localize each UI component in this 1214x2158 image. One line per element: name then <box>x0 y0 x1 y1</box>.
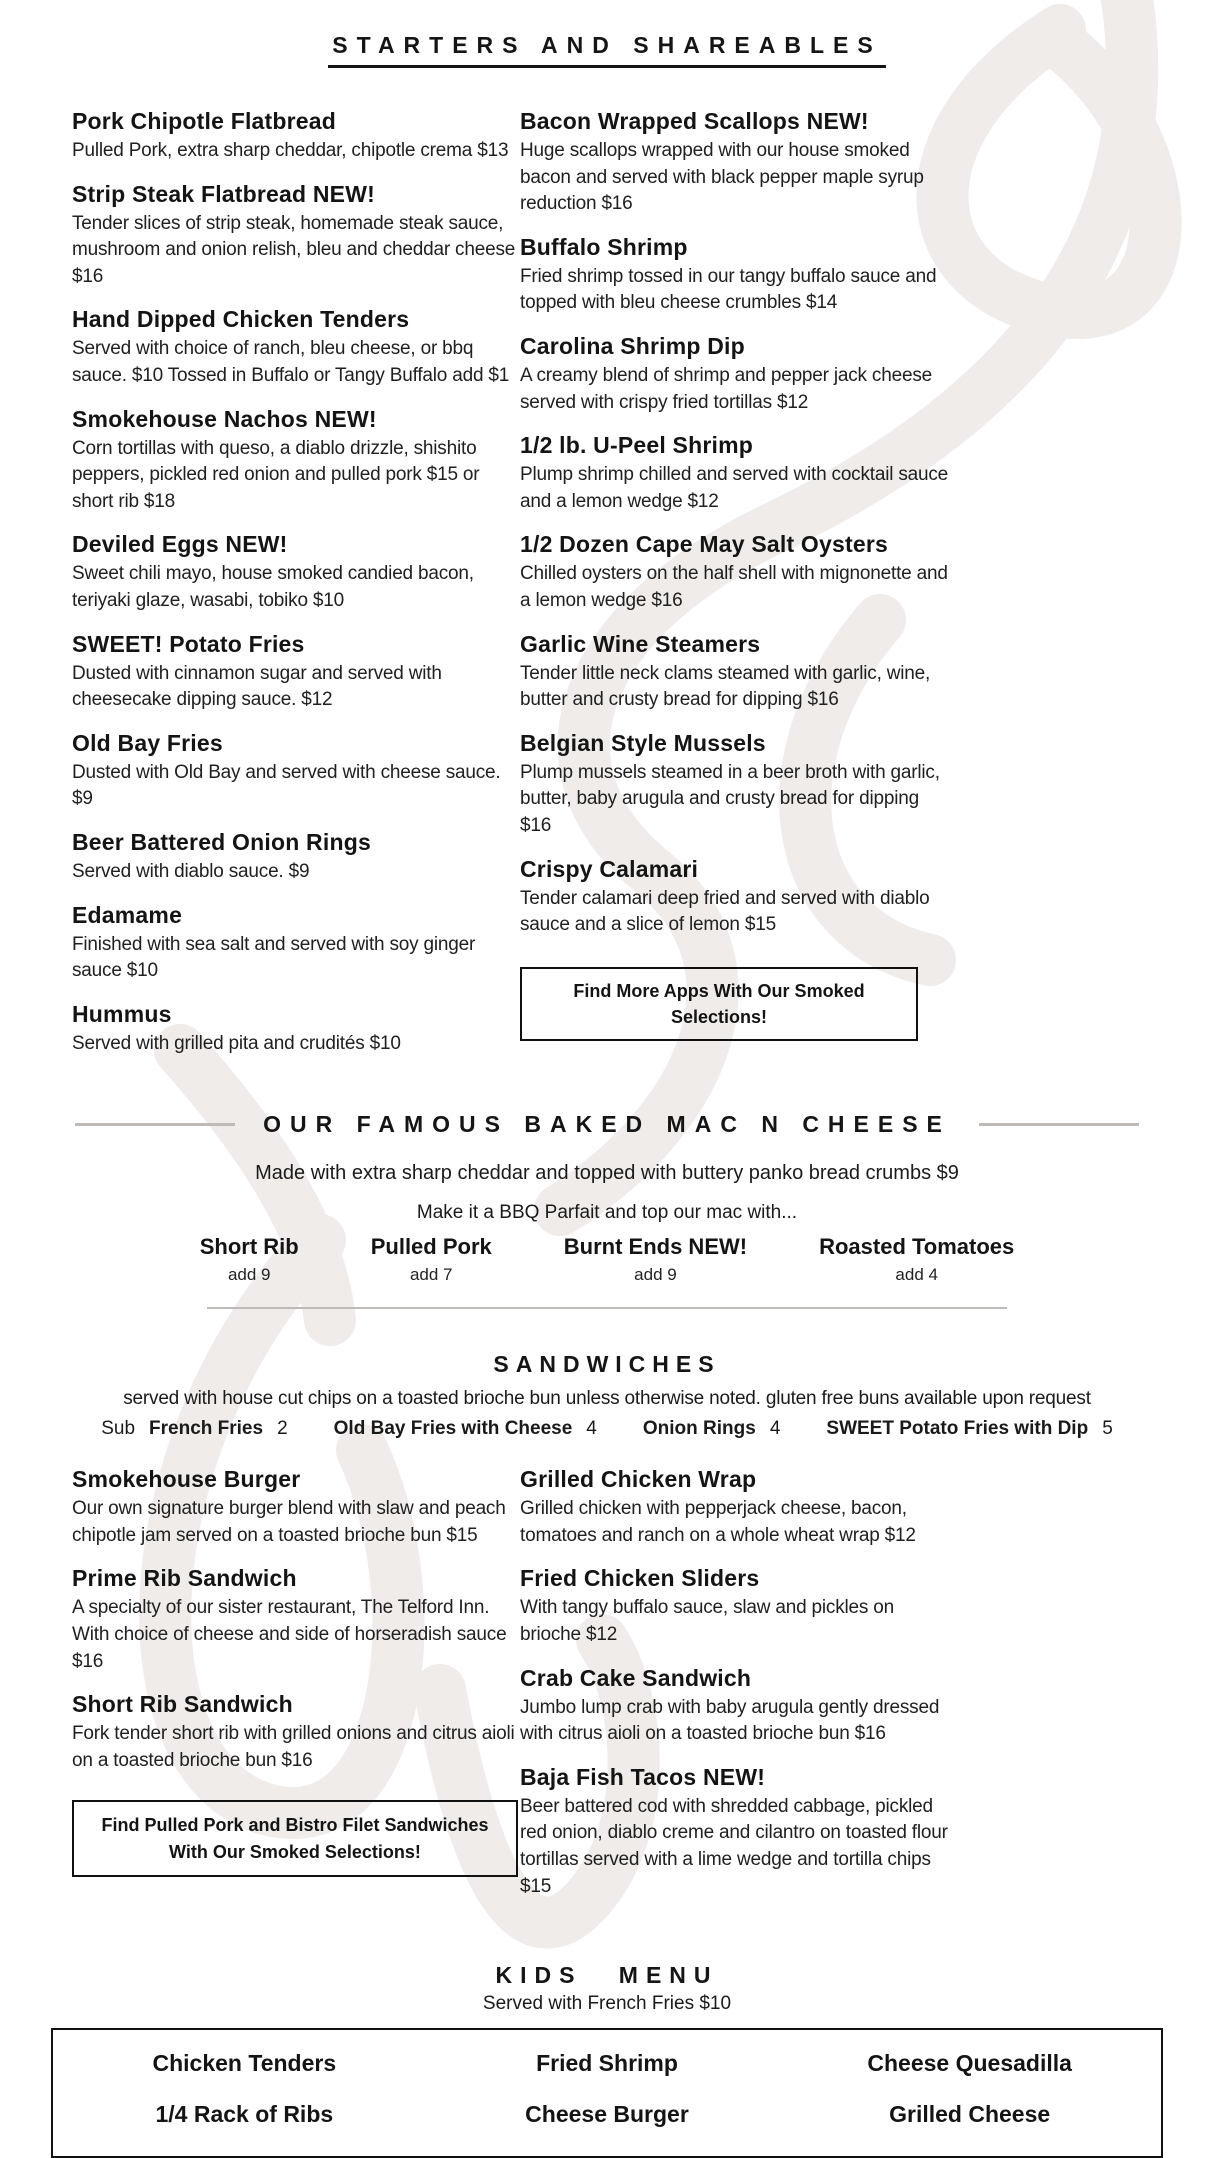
menu-item-name: Grilled Chicken Wrap <box>520 1466 757 1493</box>
menu-item <box>72 1466 520 1549</box>
menu-item-description: Served with diablo sauce. $9 <box>72 860 310 882</box>
mac-topping-price: add 7 <box>409 1265 453 1285</box>
kids-item: 1/4 Rack of Ribs <box>155 2101 334 2128</box>
menu-item <box>72 829 520 886</box>
menu-item-name: 1/2 Dozen Cape May Salt Oysters <box>520 531 888 558</box>
menu-item <box>520 1466 952 1549</box>
starters-columns <box>0 108 1214 1073</box>
menu-item-name: SWEET! Potato Fries <box>72 630 305 657</box>
sub-price: 5 <box>1102 1418 1113 1440</box>
menu-item-description: Chilled oysters on the half shell with mignonette and a lemon wedge $16 <box>520 563 948 611</box>
mac-topping-name: Short Rib <box>199 1234 299 1260</box>
mac-topping-name: Roasted Tomatoes <box>819 1234 1015 1260</box>
menu-item-name: Strip Steak Flatbread NEW! <box>72 180 375 207</box>
menu-item-description: Plump shrimp chilled and served with cocktail sauce and a lemon wedge $12 <box>520 464 949 512</box>
menu-item-name: Crispy Calamari <box>520 855 699 882</box>
mac-topping <box>564 1234 747 1285</box>
menu-item <box>520 856 952 939</box>
kids-item: Grilled Cheese <box>889 2101 1051 2128</box>
menu-item-description: Plump mussels steamed in a beer broth with garlic, butter, baby arugula and crusty bread for dipping $16 <box>520 761 940 836</box>
kids-subtitle: Served with French Fries $10 <box>482 1993 732 2015</box>
sandwiches-note: served with house cut chips on a toasted brioche bun unless otherwise noted. gluten free buns available upon request <box>123 1388 1091 1410</box>
menu-item-description: Fried shrimp tossed in our tangy buffalo sauce and topped with bleu cheese crumbles $14 <box>520 265 937 314</box>
menu-item-description: Tender slices of strip steak, homemade steak sauce, mushroom and onion relish, bleu and cheddar cheese $16 <box>72 212 516 287</box>
menu-item-name: Prime Rib Sandwich <box>72 1565 297 1592</box>
menu-item-description: Finished with sea salt and served with soy ginger sauce $10 <box>72 933 476 982</box>
menu-item-description: Huge scallops wrapped with our house smoked bacon and served with black pepper maple syrup reduction $16 <box>520 140 924 215</box>
menu-item-description: Dusted with Old Bay and served with cheese sauce. $9 <box>72 761 501 810</box>
menu-item <box>520 730 952 840</box>
kids-item: Fried Shrimp <box>536 2050 678 2077</box>
menu-item <box>520 432 952 515</box>
menu-item-name: 1/2 lb. U-Peel Shrimp <box>520 432 753 459</box>
mac-parfait-line: Make it a BBQ Parfait and top our mac with... <box>416 1202 798 1224</box>
subs-prefix: Sub <box>101 1418 136 1440</box>
mac-topping-price: add 9 <box>634 1265 677 1285</box>
menu-item-description: A specialty of our sister restaurant, The Telford Inn. With choice of cheese and side of horseradish sauce $16 <box>72 1597 507 1672</box>
menu-item <box>520 234 952 317</box>
menu-item <box>72 531 520 614</box>
menu-item-name: Smokehouse Nachos NEW! <box>72 405 377 432</box>
menu-item-name: Smokehouse Burger <box>72 1466 301 1493</box>
header-rule-right <box>979 1123 1139 1126</box>
kids-section-title: KIDS MENU <box>495 1962 719 1989</box>
menu-item <box>72 730 520 813</box>
menu-item <box>520 333 952 416</box>
menu-item-name: Short Rib Sandwich <box>72 1691 293 1718</box>
sandwiches-left-column <box>72 1466 520 1916</box>
menu-item-name: Old Bay Fries <box>72 729 223 756</box>
menu-item-name: Hummus <box>72 1000 172 1027</box>
menu-item-description: Corn tortillas with queso, a diablo drizzle, shishito peppers, pickled red onion and pulled pork $15 or short rib $18 <box>72 437 480 512</box>
menu-item-name: Hand Dipped Chicken Tenders <box>72 306 410 333</box>
menu-item-name: Carolina Shrimp Dip <box>520 332 745 359</box>
kids-item: Chicken Tenders <box>152 2050 337 2077</box>
menu-item-description: Sweet chili mayo, house smoked candied bacon, teriyaki glaze, wasabi, tobiko $10 <box>72 563 474 611</box>
kids-menu-box <box>51 2028 1163 2158</box>
sandwiches-right-column <box>520 1466 952 1916</box>
menu-item-description: Grilled chicken with pepperjack cheese, bacon, tomatoes and ranch on a whole wheat wrap $12 <box>520 1498 916 1546</box>
callout-line: Find Pulled Pork and Bistro Filet Sandwiches <box>101 1815 489 1836</box>
menu-item <box>520 1565 952 1648</box>
menu-item <box>72 1565 520 1675</box>
sub-name: Onion Rings <box>642 1418 756 1440</box>
menu-item-description: Dusted with cinnamon sugar and served with cheesecake dipping sauce. $12 <box>72 662 442 711</box>
starters-title-text: STARTERS AND SHAREABLES <box>328 32 885 68</box>
mac-section-title: OUR FAMOUS BAKED MAC N CHEESE <box>263 1111 951 1138</box>
menu-item-name: Fried Chicken Sliders <box>520 1565 760 1592</box>
sandwiches-section-title: SANDWICHES <box>493 1351 721 1378</box>
mac-section-header <box>70 1111 1144 1138</box>
mac-topping-name: Pulled Pork <box>370 1234 492 1260</box>
menu-item <box>72 631 520 714</box>
menu-item <box>72 306 520 389</box>
callout-line: With Our Smoked Selections! <box>169 1841 421 1862</box>
kids-item: Cheese Burger <box>525 2101 689 2128</box>
mac-topping <box>200 1234 299 1285</box>
sandwiches-columns <box>0 1466 1214 1916</box>
menu-item <box>520 1764 952 1900</box>
menu-item-name: Bacon Wrapped Scallops NEW! <box>520 108 869 134</box>
menu-item <box>72 108 520 165</box>
menu-item-description: Tender little neck clams steamed with garlic, wine, butter and crusty bread for dipping $16 <box>520 662 931 711</box>
menu-item-name: Crab Cake Sandwich <box>520 1664 752 1691</box>
menu-item-description: Fork tender short rib with grilled onions and citrus aioli on a toasted brioche bun $16 <box>72 1723 515 1771</box>
sub-price: 4 <box>586 1418 597 1440</box>
menu-item-description: Our own signature burger blend with slaw and peach chipotle jam served on a toasted brioche bun $15 <box>72 1498 506 1546</box>
mac-description: Made with extra sharp cheddar and topped with buttery panko bread crumbs $9 <box>255 1162 959 1185</box>
mac-topping-price: add 9 <box>227 1265 271 1285</box>
menu-item-description: Served with grilled pita and crudités $10 <box>72 1032 401 1054</box>
sub-name: Old Bay Fries with Cheese <box>333 1418 573 1440</box>
starters-section-title <box>0 32 1214 68</box>
menu-item-description: A creamy blend of shrimp and pepper jack cheese served with crispy fried tortillas $12 <box>520 364 933 413</box>
mac-topping <box>371 1234 492 1285</box>
sandwiches-substitutions <box>0 1418 1214 1440</box>
kids-item: Cheese Quesadilla <box>867 2050 1072 2077</box>
mac-topping-name: Burnt Ends NEW! <box>563 1234 748 1260</box>
menu-item-name: Baja Fish Tacos NEW! <box>520 1763 766 1790</box>
smoked-selections-apps-callout: Find More Apps With Our Smoked Selections! <box>520 967 918 1041</box>
sub-name: French Fries <box>149 1418 264 1440</box>
header-rule-left <box>75 1123 235 1126</box>
menu-item-description: Pulled Pork, extra sharp cheddar, chipotle crema $13 <box>72 140 509 161</box>
menu-item <box>520 1665 952 1748</box>
starters-left-column <box>72 108 520 1073</box>
menu-item-description: Jumbo lump crab with baby arugula gently dressed with citrus aioli on a toasted brioche bun $16 <box>520 1696 940 1745</box>
menu-item <box>72 902 520 985</box>
section-divider <box>207 1307 1007 1309</box>
mac-topping-options <box>0 1234 1214 1285</box>
menu-item <box>520 631 952 714</box>
menu-item-name: Belgian Style Mussels <box>520 729 766 756</box>
starters-right-column <box>520 108 952 1073</box>
menu-item-description: With tangy buffalo sauce, slaw and pickles on brioche $12 <box>520 1597 895 1646</box>
menu-item-name: Pork Chipotle Flatbread <box>72 108 337 134</box>
menu-item-name: Beer Battered Onion Rings <box>72 828 371 855</box>
menu-item-name: Edamame <box>72 901 183 928</box>
menu-item <box>72 181 520 291</box>
menu-item <box>72 1691 520 1774</box>
menu-item <box>72 406 520 516</box>
mac-topping-price: add 4 <box>895 1265 938 1285</box>
menu-item-description: Beer battered cod with shredded cabbage, pickled red onion, diablo creme and cilantro on toasted flour tortillas served with a lime wedge and tortilla chips $15 <box>520 1795 948 1897</box>
smoked-selections-sandwich-callout <box>72 1800 518 1876</box>
menu-item-description: Tender calamari deep fried and served with diablo sauce and a slice of lemon $15 <box>520 887 930 936</box>
menu-item <box>72 1001 520 1058</box>
menu-item <box>520 531 952 614</box>
mac-topping <box>819 1234 1014 1285</box>
menu-item-name: Deviled Eggs NEW! <box>72 531 288 558</box>
menu-item-description: Served with choice of ranch, bleu cheese, or bbq sauce. $10 Tossed in Buffalo or Tangy Buffalo add $1 <box>72 338 510 386</box>
sub-price: 2 <box>277 1418 288 1440</box>
menu-item-name: Buffalo Shrimp <box>520 233 688 260</box>
menu-item <box>520 108 952 218</box>
sub-price: 4 <box>769 1418 781 1440</box>
menu-item-name: Garlic Wine Steamers <box>520 630 761 657</box>
sub-name: SWEET Potato Fries with Dip <box>826 1418 1089 1440</box>
